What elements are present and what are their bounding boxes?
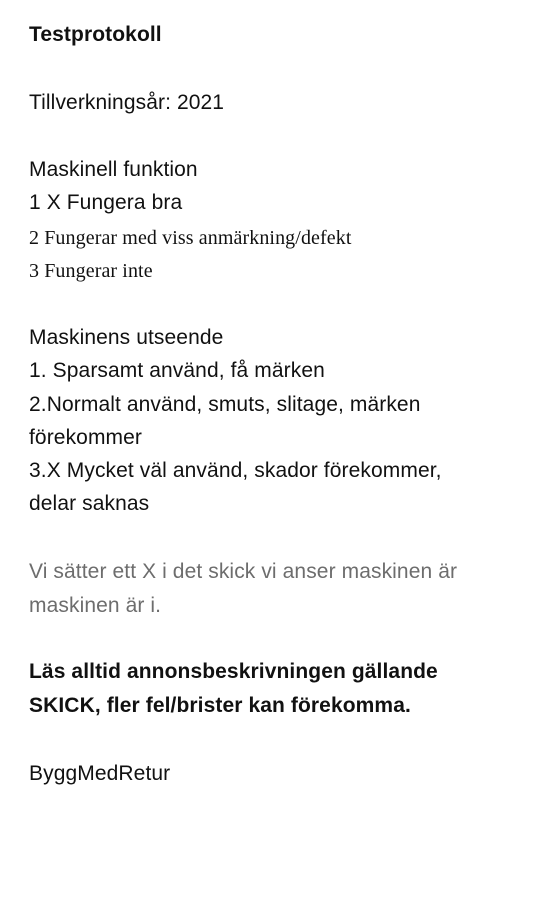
machine-function-heading: Maskinell funktion — [29, 158, 198, 181]
marking-note-line-1: Vi sätter ett X i det skick vi anser maskinen är — [29, 560, 458, 583]
machine-function-option-2: 2 Fungerar med viss anmärkning/defekt — [29, 227, 352, 249]
appearance-option-2: 2.Normalt använd, smuts, slitage, märken — [29, 393, 421, 416]
signature: ByggMedRetur — [29, 762, 171, 785]
machine-function-option-1: 1 X Fungera bra — [29, 191, 183, 214]
appearance-option-1: 1. Sparsamt använd, få märken — [29, 359, 325, 382]
warning-line-2: SKICK, fler fel/brister kan förekomma. — [29, 694, 411, 717]
warning-line-1: Läs alltid annonsbeskrivningen gällande — [29, 660, 438, 683]
appearance-option-3-continued: delar saknas — [29, 492, 150, 515]
manufacture-year: Tillverkningsår: 2021 — [29, 91, 225, 114]
marking-note-line-2: maskinen är i. — [29, 594, 162, 617]
machine-function-option-3: 3 Fungerar inte — [29, 260, 153, 282]
appearance-option-2-continued: förekommer — [29, 426, 143, 449]
appearance-option-3: 3.X Mycket väl använd, skador förekommer, — [29, 459, 442, 482]
note-title: Testprotokoll — [29, 23, 162, 46]
appearance-heading: Maskinens utseende — [29, 326, 224, 349]
